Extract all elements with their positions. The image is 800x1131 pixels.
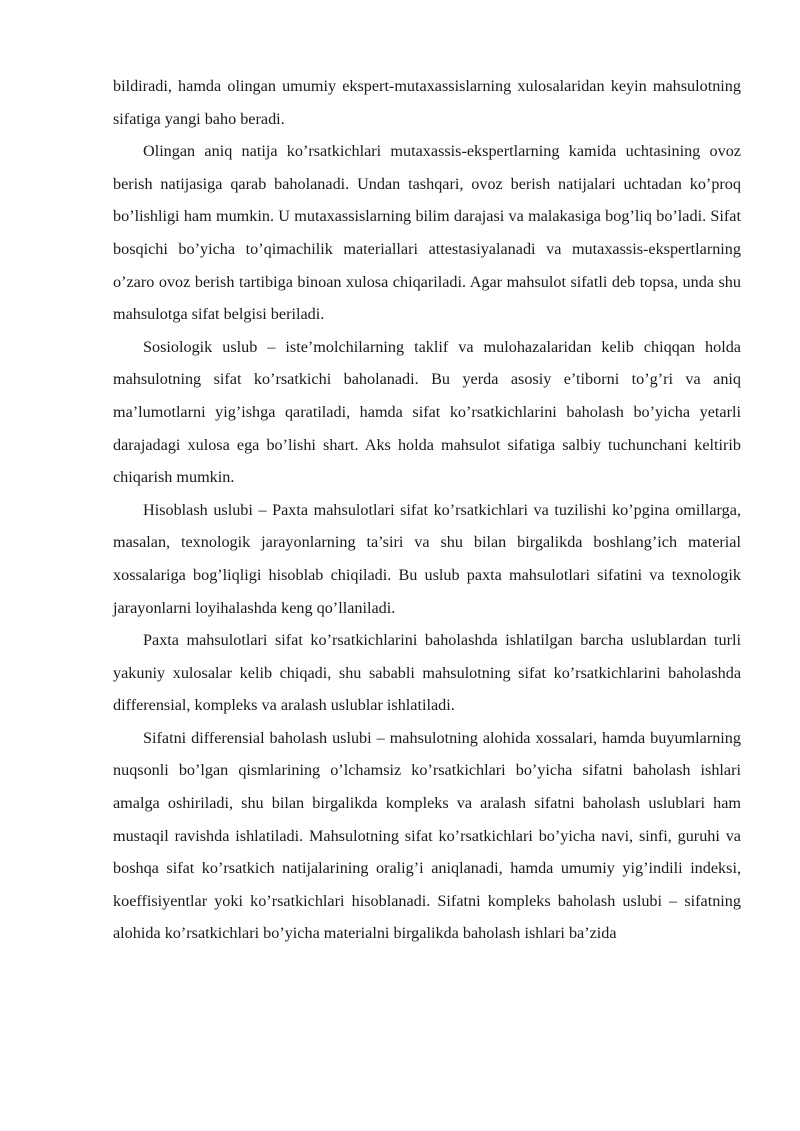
- paragraph-calculation-method: Hisoblash uslubi – Paxta mahsulotlari sifat ko’rsatkichlari va tuzilishi ko’pgina omillarga, masalan, texnologik jarayonlarning ta’siri va shu bilan birgalikda boshlang’ich material xossalariga bog’liqligi hisoblab chiqiladi. Bu uslub paxta mahsulotlari sifatini va texnologik jarayonlarni loyihalashda keng qo’llaniladi.: [113, 500, 741, 617]
- paragraph-continuation: bildiradi, hamda olingan umumiy ekspert-mutaxassislarning xulosalaridan keyin mahsulotning sifatiga yangi baho beradi.: [113, 77, 741, 128]
- paragraph-assessment-methods: Paxta mahsulotlari sifat ko’rsatkichlarini baholashda ishlatilgan barcha uslublardan turli yakuniy xulosalar kelib chiqadi, shu sababli mahsulotning sifat ko’rsatkichlarini baholashda differensial, kompleks va aralash uslublar ishlatiladi.: [113, 631, 741, 715]
- paragraph-differential-method: Sifatni differensial baholash uslubi – mahsulotning alohida xossalari, hamda buyumlarning nuqsonli bo’lgan qismlarining o’lchamsiz ko’rsatkichlari bo’yicha sifatni baholash ishlari amalga oshiriladi, shu bilan birgalikda kompleks va aralash sifatni baholash uslublari ham mustaqil ravishda ishlatiladi. Mahsulotning sifat ko’rsatkichlari bo’yicha navi, sinfi, guruhi va boshqa sifat ko’rsatkich natijalarining oralig’i aniqlanadi, hamda umumiy yig’indili indeksi, koeffisiyentlar yoki ko’rsatkichlari hisoblanadi. Sifatni kompleks baholash uslubi – sifatning alohida ko’rsatkichlari bo’yicha materialni birgalikda baholash ishlari ba’zida: [113, 728, 741, 943]
- document-page: [113, 70, 741, 950]
- paragraph-expert-voting: Olingan aniq natija ko’rsatkichlari mutaxassis-ekspertlarning kamida uchtasining ovoz berish natijasiga qarab baholanadi. Undan tashqari, ovoz berish natijalari uchtadan ko’proq bo’lishligi ham mumkin. U mutaxassislarning bilim darajasi va malakasiga bog’liq bo’ladi. Sifat bosqichi bo’yicha to’qimachilik materiallari attestasiyalanadi va mutaxassis-ekspertlarning o’zaro ovoz berish tartibiga binoan xulosa chiqariladi. Agar mahsulot sifatli deb topsa, unda shu mahsulotga sifat belgisi beriladi.: [113, 142, 741, 324]
- paragraph-sociological-method: Sosiologik uslub – iste’molchilarning taklif va mulohazalaridan kelib chiqqan holda mahsulotning sifat ko’rsatkichi baholanadi. Bu yerda asosiy e’tiborni to’g’ri va aniq ma’lumotlarni yig’ishga qaratiladi, hamda sifat ko’rsatkichlarini baholash bo’yicha yetarli darajadagi xulosa ega bo’lishi shart. Aks holda mahsulot sifatiga salbiy tuchunchani keltirib chiqarish mumkin.: [113, 337, 741, 487]
